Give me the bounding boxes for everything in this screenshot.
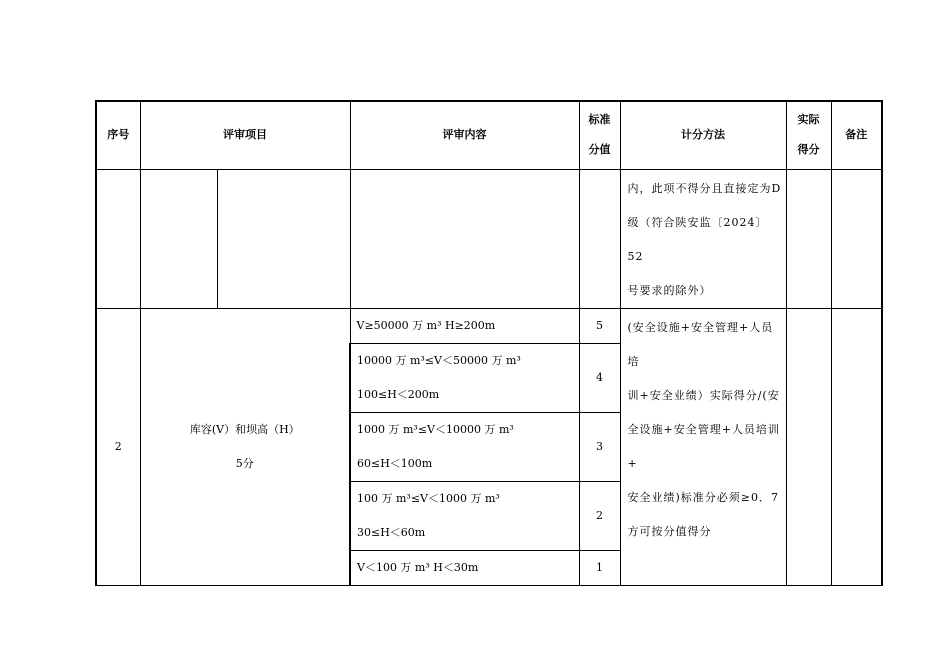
- section2-content-4: [350, 481, 579, 550]
- section2-content-3-line1: 1000 万 m³≤V＜10000 万 m³: [357, 422, 514, 436]
- section2-score-5: 1: [579, 550, 620, 585]
- section2-score-4: 2: [579, 481, 620, 550]
- score-table: [95, 100, 883, 586]
- continued-actual-cell: [786, 169, 831, 308]
- continued-method-cell: [620, 169, 786, 308]
- section2-content-2: [350, 343, 579, 412]
- section2-content-4-line1: 100 万 m³≤V＜1000 万 m³: [357, 491, 500, 505]
- section2-no: 2: [96, 308, 140, 585]
- section2-item: [140, 308, 350, 585]
- section2-score-1: 5: [579, 308, 620, 343]
- section2-content-5: V＜100 万 m³ H＜30m: [350, 550, 579, 585]
- continued-score-cell: [579, 169, 620, 308]
- section2-method-line: 安全业绩)标准分必须≥0．7: [627, 490, 780, 504]
- continued-item-cell-a: [140, 169, 217, 308]
- header-standard-line1: 标准: [588, 113, 611, 127]
- table-row: [96, 308, 882, 343]
- section2-method-line: 训+安全业绩）实际得分/(安: [627, 388, 780, 402]
- header-item: 评审项目: [140, 101, 350, 169]
- section2-content-4-line2: 30≤H＜60m: [357, 525, 426, 539]
- continued-method-line: 级（符合陕安监〔2024〕52: [627, 215, 768, 263]
- continued-item-cell-b: [217, 169, 350, 308]
- section2-method-line: (安全设施+安全管理+人员培: [627, 320, 774, 368]
- section2-item-title: 库容(V）和坝高（H）: [189, 422, 300, 436]
- continued-no-cell: [96, 169, 140, 308]
- header-actual-score: [786, 101, 831, 169]
- continued-method-line: 号要求的除外）: [627, 283, 712, 297]
- section2-content-3: [350, 412, 579, 481]
- section2-method: [620, 308, 786, 585]
- header-method: 计分方法: [620, 101, 786, 169]
- header-row: [96, 101, 882, 169]
- section2-content-3-line2: 60≤H＜100m: [357, 456, 433, 470]
- header-standard-score: [579, 101, 620, 169]
- section2-item-points: 5分: [235, 456, 254, 470]
- section2-method-line: 方可按分值得分: [627, 524, 712, 538]
- header-remark: 备注: [831, 101, 882, 169]
- continued-remark-cell: [831, 169, 882, 308]
- section2-content-1: V≥50000 万 m³ H≥200m: [350, 308, 579, 343]
- section2-content-2-line2: 100≤H＜200m: [357, 387, 440, 401]
- continued-row: [96, 169, 882, 308]
- section2-score-2: 4: [579, 343, 620, 412]
- header-actual-line2: 得分: [797, 143, 820, 157]
- header-actual-line1: 实际: [797, 113, 820, 127]
- header-no: 序号: [96, 101, 140, 169]
- header-standard-line2: 分值: [588, 143, 611, 157]
- section2-method-line: 全设施+安全管理+人员培训+: [627, 422, 780, 470]
- section2-remark-cell: [831, 308, 882, 585]
- section2-score-3: 3: [579, 412, 620, 481]
- continued-method-line: 内，此项不得分且直接定为D: [627, 181, 782, 195]
- section2-actual-cell: [786, 308, 831, 585]
- section2-content-2-line1: 10000 万 m³≤V＜50000 万 m³: [357, 353, 521, 367]
- header-content: 评审内容: [350, 101, 579, 169]
- continued-content-cell: [350, 169, 579, 308]
